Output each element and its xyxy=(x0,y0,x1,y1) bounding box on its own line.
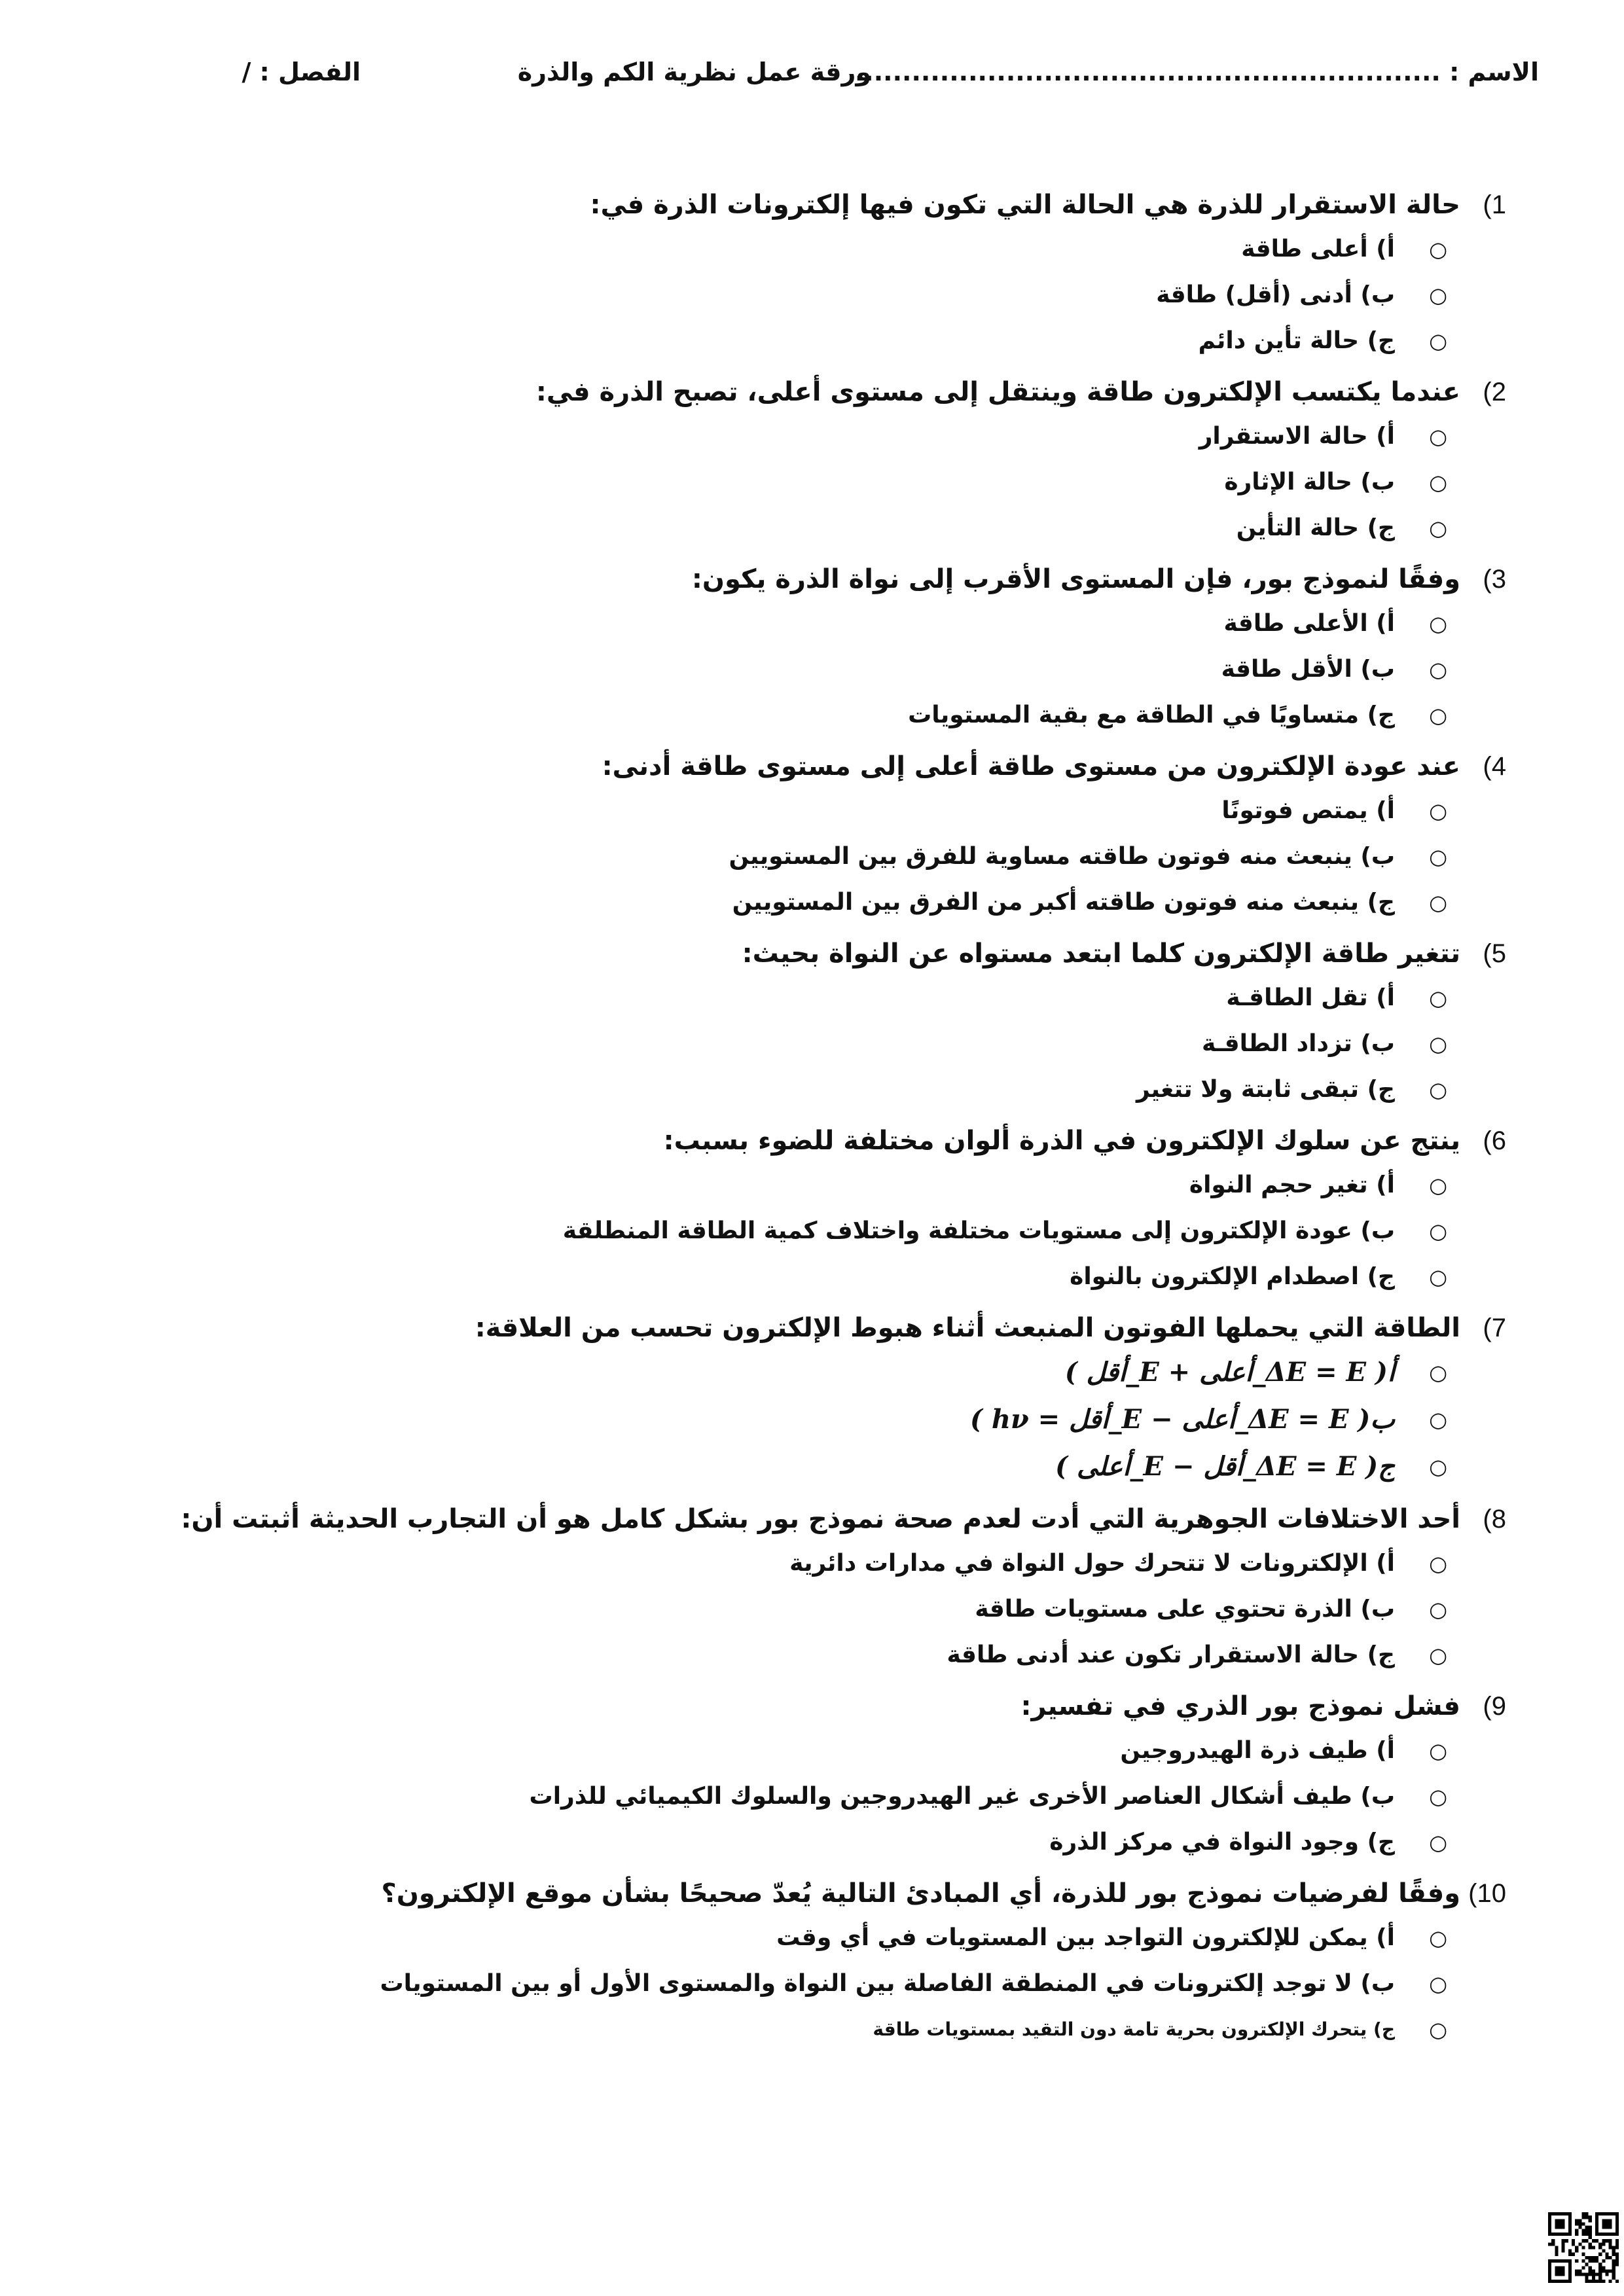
radio-circle-icon[interactable]: ○ xyxy=(1429,283,1447,308)
answer-options xyxy=(92,414,1506,551)
answer-option[interactable] xyxy=(92,1444,1506,1491)
worksheet-title: ورقة عمل نظرية الكم والذرة xyxy=(517,58,871,86)
option-text: ب( ΔE = E_أعلى − E_أقل = hν ) xyxy=(970,1404,1395,1435)
option-text: ب) أدنى (أقل) طاقة xyxy=(1156,281,1395,308)
question-item xyxy=(92,932,1506,1113)
question-stem xyxy=(92,1498,1506,1541)
answer-option[interactable] xyxy=(92,601,1506,647)
question-text: عندما يكتسب الإلكترون طاقة وينتقل إلى مستوى أعلى، تصبح الذرة في: xyxy=(535,377,1460,407)
option-text: ب) الأقل طاقة xyxy=(1221,656,1395,683)
option-text: أ) يمكن للإلكترون التواجد بين المستويات في أي وقت xyxy=(776,1924,1395,1951)
radio-circle-icon[interactable]: ○ xyxy=(1429,986,1447,1011)
radio-circle-icon[interactable]: ○ xyxy=(1429,329,1447,353)
radio-circle-icon[interactable]: ○ xyxy=(1429,470,1447,495)
option-text: ج) حالة تأين دائم xyxy=(1198,327,1395,354)
answer-option[interactable] xyxy=(92,1587,1506,1632)
option-text: ب) الذرة تحتوي على مستويات طاقة xyxy=(975,1596,1395,1623)
radio-circle-icon[interactable]: ○ xyxy=(1429,1219,1447,1244)
answer-option[interactable] xyxy=(92,788,1506,834)
radio-circle-icon[interactable]: ○ xyxy=(1429,1173,1447,1198)
question-number: 6) xyxy=(1483,1126,1506,1155)
radio-circle-icon[interactable]: ○ xyxy=(1429,1738,1447,1763)
radio-circle-icon[interactable]: ○ xyxy=(1429,1597,1447,1622)
radio-circle-icon[interactable]: ○ xyxy=(1429,1971,1447,1996)
question-number: 8) xyxy=(1483,1505,1506,1534)
option-text: ج( ΔE = E_أقل − E_أعلى ) xyxy=(1055,1451,1395,1482)
answer-option[interactable] xyxy=(92,1541,1506,1587)
option-text: ج) يتحرك الإلكترون بحرية تامة دون التقيد بمستويات طاقة xyxy=(873,2018,1395,2040)
answer-option[interactable] xyxy=(92,1067,1506,1113)
radio-circle-icon[interactable]: ○ xyxy=(1429,798,1447,823)
radio-circle-icon[interactable]: ○ xyxy=(1429,1077,1447,1102)
question-text: وفقًا لنموذج بور، فإن المستوى الأقرب إلى نواة الذرة يكون: xyxy=(691,564,1460,594)
question-list xyxy=(92,183,1506,2059)
question-item xyxy=(92,183,1506,364)
student-name-field: الاسم : .............................................................. xyxy=(854,58,1539,86)
radio-circle-icon[interactable]: ○ xyxy=(1429,1926,1447,1950)
question-number: 2) xyxy=(1483,378,1506,406)
answer-options xyxy=(92,788,1506,925)
worksheet-header xyxy=(0,58,1624,97)
answer-options xyxy=(92,1915,1506,2053)
question-item xyxy=(92,1685,1506,1865)
answer-option[interactable] xyxy=(92,975,1506,1021)
answer-option[interactable] xyxy=(92,1254,1506,1300)
answer-option[interactable] xyxy=(92,1728,1506,1774)
question-stem xyxy=(92,183,1506,226)
question-stem xyxy=(92,1685,1506,1728)
answer-option[interactable] xyxy=(92,414,1506,459)
question-number: 5) xyxy=(1483,939,1506,968)
option-text: أ) طيف ذرة الهيدروجين xyxy=(1120,1737,1395,1764)
question-stem xyxy=(92,745,1506,788)
answer-option[interactable] xyxy=(92,1915,1506,1961)
class-field: الفصل : / xyxy=(242,58,361,86)
radio-circle-icon[interactable]: ○ xyxy=(1429,237,1447,262)
radio-circle-icon[interactable]: ○ xyxy=(1429,424,1447,449)
question-text: أحد الاختلافات الجوهرية التي أدت لعدم صحة نموذج بور بشكل كامل هو أن التجارب الحديثة أثبتت أن: xyxy=(181,1504,1460,1534)
answer-option[interactable] xyxy=(92,1021,1506,1067)
question-text: الطاقة التي يحملها الفوتون المنبعث أثناء هبوط الإلكترون تحسب من العلاقة: xyxy=(475,1313,1460,1343)
answer-option[interactable] xyxy=(92,1162,1506,1208)
option-text: أ) تقل الطاقـة xyxy=(1226,984,1395,1011)
question-text: فشل نموذج بور الذري في تفسير: xyxy=(1020,1691,1460,1721)
radio-circle-icon[interactable]: ○ xyxy=(1429,890,1447,915)
answer-option[interactable] xyxy=(92,1632,1506,1678)
answer-option[interactable] xyxy=(92,505,1506,551)
question-number: 4) xyxy=(1483,752,1506,781)
answer-option[interactable] xyxy=(92,226,1506,272)
answer-options xyxy=(92,601,1506,738)
answer-option[interactable] xyxy=(92,459,1506,505)
answer-option[interactable] xyxy=(92,1350,1506,1397)
question-stem xyxy=(92,370,1506,414)
answer-options xyxy=(92,1350,1506,1491)
answer-option[interactable] xyxy=(92,1820,1506,1865)
question-item xyxy=(92,1498,1506,1678)
answer-options xyxy=(92,1728,1506,1865)
answer-options xyxy=(92,1541,1506,1678)
question-number: 9) xyxy=(1483,1692,1506,1721)
answer-option[interactable] xyxy=(92,647,1506,692)
option-text: ج) حالة الاستقرار تكون عند أدنى طاقة xyxy=(947,1641,1395,1668)
radio-circle-icon[interactable]: ○ xyxy=(1429,1784,1447,1809)
radio-circle-icon[interactable]: ○ xyxy=(1429,516,1447,541)
option-text: أ) أعلى طاقة xyxy=(1241,236,1395,262)
question-stem xyxy=(92,1119,1506,1162)
question-number: 7) xyxy=(1483,1314,1506,1342)
radio-circle-icon[interactable]: ○ xyxy=(1429,703,1447,728)
answer-option[interactable] xyxy=(92,1774,1506,1820)
option-text: ج) حالة التأين xyxy=(1236,514,1395,541)
option-text: ج) متساويًا في الطاقة مع بقية المستويات xyxy=(908,702,1395,728)
option-text: ج) وجود النواة في مركز الذرة xyxy=(1049,1829,1395,1856)
answer-option[interactable] xyxy=(92,318,1506,364)
radio-circle-icon[interactable]: ○ xyxy=(1429,657,1447,682)
radio-circle-icon[interactable]: ○ xyxy=(1429,2017,1447,2042)
radio-circle-icon[interactable]: ○ xyxy=(1429,1265,1447,1289)
option-text: ب) تزداد الطاقـة xyxy=(1201,1030,1395,1057)
option-text: ب) ينبعث منه فوتون طاقته مساوية للفرق بين المستويين xyxy=(729,843,1395,870)
answer-options xyxy=(92,1162,1506,1300)
question-item xyxy=(92,1872,1506,2053)
option-text: أ) الإلكترونات لا تتحرك حول النواة في مدارات دائرية xyxy=(789,1550,1395,1577)
question-number: 1) xyxy=(1483,190,1506,219)
option-text: أ) الأعلى طاقة xyxy=(1223,610,1395,637)
radio-circle-icon[interactable]: ○ xyxy=(1429,611,1447,636)
answer-option[interactable] xyxy=(92,880,1506,925)
option-text: أ) حالة الاستقرار xyxy=(1199,423,1395,450)
radio-circle-icon[interactable]: ○ xyxy=(1429,1643,1447,1668)
option-text: ب) طيف أشكال العناصر الأخرى غير الهيدروجين والسلوك الكيميائي للذرات xyxy=(529,1783,1395,1810)
radio-circle-icon[interactable]: ○ xyxy=(1429,1454,1447,1479)
answer-option[interactable] xyxy=(92,1961,1506,2007)
question-stem xyxy=(92,932,1506,975)
answer-option[interactable] xyxy=(92,692,1506,738)
option-text: أ) تغير حجم النواة xyxy=(1189,1172,1395,1198)
answer-option[interactable] xyxy=(92,834,1506,880)
answer-options xyxy=(92,226,1506,364)
answer-options xyxy=(92,975,1506,1113)
question-text: حالة الاستقرار للذرة هي الحالة التي تكون فيها إلكترونات الذرة في: xyxy=(590,190,1460,220)
question-item xyxy=(92,370,1506,551)
question-number: 3) xyxy=(1483,565,1506,594)
question-item xyxy=(92,558,1506,738)
question-stem xyxy=(92,1306,1506,1350)
option-text: ج) اصطدام الإلكترون بالنواة xyxy=(1070,1263,1395,1290)
question-text: ينتج عن سلوك الإلكترون في الذرة ألوان مختلفة للضوء بسبب: xyxy=(663,1126,1460,1156)
option-text: ب) حالة الإثارة xyxy=(1224,469,1395,495)
radio-circle-icon[interactable]: ○ xyxy=(1429,1360,1447,1385)
question-item xyxy=(92,745,1506,925)
question-stem xyxy=(92,558,1506,601)
question-number: 10) xyxy=(1468,1879,1506,1908)
question-item xyxy=(92,1306,1506,1491)
option-text: أ( ΔE = E_أعلى + E_أقل ) xyxy=(1064,1357,1395,1388)
answer-option[interactable] xyxy=(92,272,1506,318)
answer-option[interactable] xyxy=(92,1208,1506,1254)
option-text: ج) ينبعث منه فوتون طاقته أكبر من الفرق بين المستويين xyxy=(732,889,1395,916)
radio-circle-icon[interactable]: ○ xyxy=(1429,1551,1447,1576)
qr-code xyxy=(1548,2212,1619,2283)
radio-circle-icon[interactable]: ○ xyxy=(1429,1031,1447,1056)
option-text: ب) لا توجد إلكترونات في المنطقة الفاصلة بين النواة والمستوى الأول أو بين المستويات xyxy=(380,1970,1395,1997)
question-item xyxy=(92,1119,1506,1300)
option-text: ب) عودة الإلكترون إلى مستويات مختلفة واختلاف كمية الطاقة المنطلقة xyxy=(562,1217,1395,1244)
answer-option[interactable] xyxy=(92,2007,1506,2053)
option-text: ج) تبقى ثابتة ولا تتغير xyxy=(1136,1076,1395,1103)
radio-circle-icon[interactable]: ○ xyxy=(1429,844,1447,869)
question-stem xyxy=(92,1872,1506,1915)
radio-circle-icon[interactable]: ○ xyxy=(1429,1407,1447,1432)
question-text: تتغير طاقة الإلكترون كلما ابتعد مستواه عن النواة بحيث: xyxy=(742,939,1460,969)
question-text: عند عودة الإلكترون من مستوى طاقة أعلى إلى مستوى طاقة أدنى: xyxy=(602,751,1460,781)
question-text: وفقًا لفرضيات نموذج بور للذرة، أي المبادئ التالية يُعدّ صحيحًا بشأن موقع الإلكترون؟ xyxy=(381,1878,1460,1909)
answer-option[interactable] xyxy=(92,1397,1506,1444)
radio-circle-icon[interactable]: ○ xyxy=(1429,1830,1447,1855)
option-text: أ) يمتص فوتونًا xyxy=(1221,797,1395,824)
